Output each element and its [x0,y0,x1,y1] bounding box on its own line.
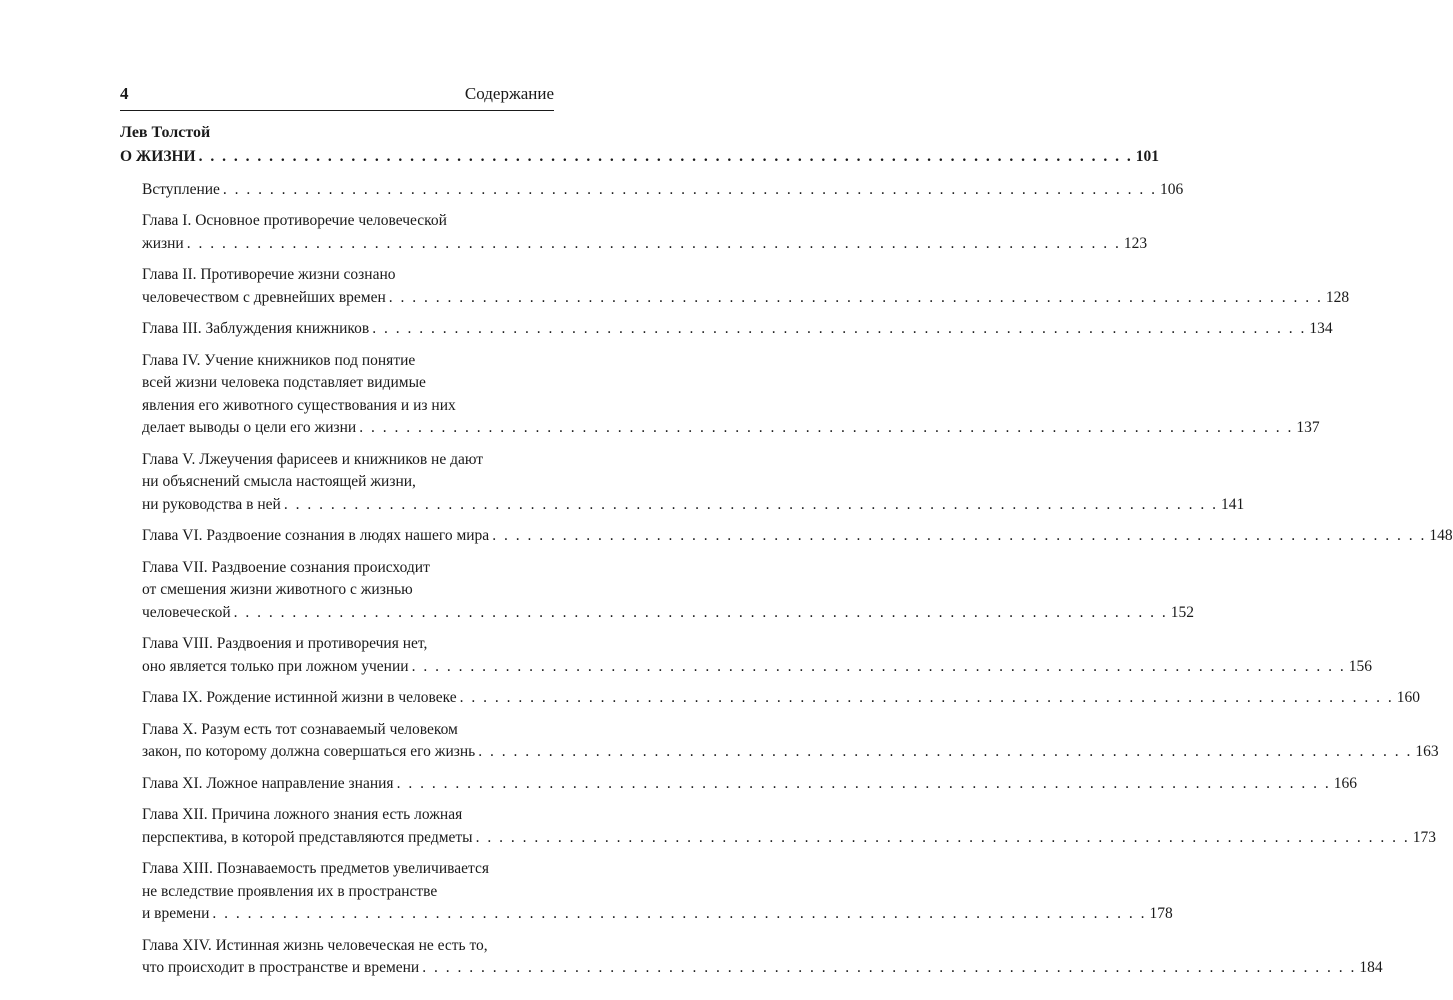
dot-leader: . . . . . . . . . . . . . . . . . . . . . . . . . . . . . . . . . . . . . . . . . . . . . . . . . . . . . . . . . . . . . . . . . . . . . . . . . . . . . . . . [359,419,1294,436]
dot-leader: . . . . . . . . . . . . . . . . . . . . . . . . . . . . . . . . . . . . . . . . . . . . . . . . . . . . . . . . . . . . . . . . . . . . . . . . . . . . . . . . [475,828,1410,846]
toc-entry-page-number: 173 [1412,828,1436,846]
dot-leader: . . . . . . . . . . . . . . . . . . . . . . . . . . . . . . . . . . . . . . . . . . . . . . . . . . . . . . . . . . . . . . . . . . . . . . . . . . . . . . . . [372,320,1307,337]
toc-entry-title-line: Глава I. Основное противоречие человеческой [142,212,447,229]
toc-entry-title-line: и времени [142,905,210,922]
toc-entry[interactable] [120,210,1148,255]
toc-entry-title-line: Глава VII. Раздвоение сознания происходит [142,558,430,576]
toc-entry-page-number: 128 [1325,288,1350,306]
running-title: Содержание [464,84,554,103]
toc-entry-title-line: ни объяснений смысла настоящей жизни, [142,473,416,490]
toc-entry-title-line: не вследствие проявления их в пространстве [142,882,438,900]
toc-entry-title-line: Глава XIV. Истинная жизнь человеческая не есть то, [142,936,488,954]
toc-entry[interactable] [120,858,1173,926]
toc-entry-title-line: Глава II. Противоречие жизни сознано [142,266,396,283]
toc-entry-page-number: 163 [1415,743,1439,760]
toc-entry[interactable] [120,773,1357,796]
dot-leader: . . . . . . . . . . . . . . . . . . . . . . . . . . . . . . . . . . . . . . . . . . . . . . . . . . . . . . . . . . . . . . . . . . . . . . . . . . . . . . . . [422,959,1357,976]
toc-entry[interactable] [120,350,1320,440]
toc-entry[interactable] [120,557,1194,625]
dot-leader: . . . . . . . . . . . . . . . . . . . . . . . . . . . . . . . . . . . . . . . . . . . . . . . . . . . . . . . . . . . . . . . . . . . . . . . . . . . . . . . . [233,603,1168,621]
toc-entry-title-line: Глава XII. Причина ложного знания есть ложная [142,806,463,823]
toc-entry-page-number: 148 [1429,527,1453,544]
author-name: Лев Толстой [120,124,211,141]
toc-entry[interactable] [120,179,1184,202]
toc-entry-title-line: Глава V. Лжеучения фарисеев и книжников не дают [142,450,483,468]
toc-entry[interactable] [120,687,1421,710]
toc-entry-page-number: 123 [1123,234,1148,252]
toc-entry-page-number: 134 [1309,320,1333,337]
toc-entry-title-line: Глава IV. Учение книжников под понятие [142,351,416,369]
toc-entry-title-line: человеческой [142,603,231,621]
toc-entry-title-line: делает выводы о цели его жизни [142,419,357,436]
toc-entry-title-line: Глава III. Заблуждения книжников [142,320,370,337]
dot-leader: . . . . . . . . . . . . . . . . . . . . . . . . . . . . . . . . . . . . . . . . . . . . . . . . . . . . . . . . . . . . . . . . . . . . . . . . . . . . . . . . [222,180,1158,198]
toc-entry-title-line: ни руководства в ней [142,495,281,513]
dot-leader: . . . . . . . . . . . . . . . . . . . . . . . . . . . . . . . . . . . . . . . . . . . . . . . . . . . . . . . . . . . . . . . . . . . . . . . . . . . . . . . . [186,234,1121,252]
toc-entry-title-line: Вступление [142,180,220,198]
toc-entry-page-number: 141 [1220,495,1245,513]
toc-entry-page-number: 152 [1170,603,1194,621]
toc-entry-title-line: человечеством с древнейших времен [142,288,386,306]
toc-entry-page-number: 166 [1333,774,1357,792]
toc-entry[interactable] [120,804,1436,849]
table-of-contents [120,122,1453,989]
toc-entry[interactable] [120,525,1453,548]
toc-entry-title-line: Глава X. Разум есть тот сознаваемый человеком [142,720,458,738]
dot-leader: . . . . . . . . . . . . . . . . . . . . . . . . . . . . . . . . . . . . . . . . . . . . . . . . . . . . . . . . . . . . . . . . . . . . . . . . . . . . . . . . [411,657,1346,675]
page-header [120,80,554,111]
dot-leader: . . . . . . . . . . . . . . . . . . . . . . . . . . . . . . . . . . . . . . . . . . . . . . . . . . . . . . . . . . . . . . . . . . . . . . . . . . . . . . . . [492,527,1427,544]
dot-leader: . . . . . . . . . . . . . . . . . . . . . . . . . . . . . . . . . . . . . . . . . . . . . . . . . . . . . . . . . . . . . . . . . . . . . . . . . . . . . . . . [478,743,1413,760]
dot-leader: . . . . . . . . . . . . . . . . . . . . . . . . . . . . . . . . . . . . . . . . . . . . . . . . . . . . . . . . . . . . . . . . . . . . . . . . . . . . . . . . [283,495,1218,513]
toc-entry-work-title[interactable] [120,146,1159,169]
toc-entry-title-line: явления его животного существования и из них [142,396,456,414]
toc-entry-page-number: 178 [1149,905,1173,922]
dot-leader: . . . . . . . . . . . . . . . . . . . . . . . . . . . . . . . . . . . . . . . . . . . . . . . . . . . . . . . . . . . . . . . . . . . . . . . . . . . . . . . . [459,689,1394,706]
toc-entry-page-number: 137 [1296,419,1320,436]
toc-entry[interactable] [120,449,1245,517]
toc-entries [120,179,1453,980]
dot-leader: . . . . . . . . . . . . . . . . . . . . . . . . . . . . . . . . . . . . . . . . . . . . . . . . . . . . . . . . . . . . . . . . . . . . . . . . . . . . . . . . [198,148,1133,165]
toc-entry[interactable] [120,719,1439,764]
work-page-number: 101 [1135,148,1159,165]
toc-entry-title-line: Глава XIII. Познаваемость предметов увеличивается [142,860,489,877]
toc-entry-title-line: Глава IX. Рождение истинной жизни в человеке [142,689,457,706]
toc-entry-page-number: 106 [1160,180,1184,198]
toc-entry-title-line: жизни [142,234,184,252]
dot-leader: . . . . . . . . . . . . . . . . . . . . . . . . . . . . . . . . . . . . . . . . . . . . . . . . . . . . . . . . . . . . . . . . . . . . . . . . . . . . . . . . [396,774,1331,792]
toc-entry[interactable] [120,935,1383,980]
toc-entry-title-line: всей жизни человека подставляет видимые [142,374,426,391]
dot-leader: . . . . . . . . . . . . . . . . . . . . . . . . . . . . . . . . . . . . . . . . . . . . . . . . . . . . . . . . . . . . . . . . . . . . . . . . . . . . . . . . [388,288,1323,306]
toc-entry-title-line: что происходит в пространстве и времени [142,959,420,976]
page-number: 4 [120,84,129,103]
toc-entry-title-line: Глава VIII. Раздвоения и противоречия нет, [142,635,428,652]
toc-entry[interactable] [120,318,1333,341]
work-title: О ЖИЗНИ [120,148,196,165]
toc-entry[interactable] [120,264,1350,309]
toc-entry-page-number: 184 [1359,959,1383,976]
dot-leader: . . . . . . . . . . . . . . . . . . . . . . . . . . . . . . . . . . . . . . . . . . . . . . . . . . . . . . . . . . . . . . . . . . . . . . . . . . . . . . . . [212,905,1147,922]
toc-entry-page-number: 156 [1348,657,1372,675]
toc-entry-page-number: 160 [1396,689,1421,706]
toc-entry-title-line: от смешения жизни животного с жизнью [142,581,413,598]
toc-entry-title-line: перспектива, в которой представляются предметы [142,828,473,846]
toc-entry[interactable] [120,633,1372,678]
toc-entry-title-line: оно является только при ложном учении [142,657,409,675]
toc-entry-title-line: Глава VI. Раздвоение сознания в людях нашего мира [142,527,490,544]
toc-entry-title-line: Глава XI. Ложное направление знания [142,774,394,792]
toc-entry-title-line: закон, по которому должна совершаться его жизнь [142,743,476,760]
